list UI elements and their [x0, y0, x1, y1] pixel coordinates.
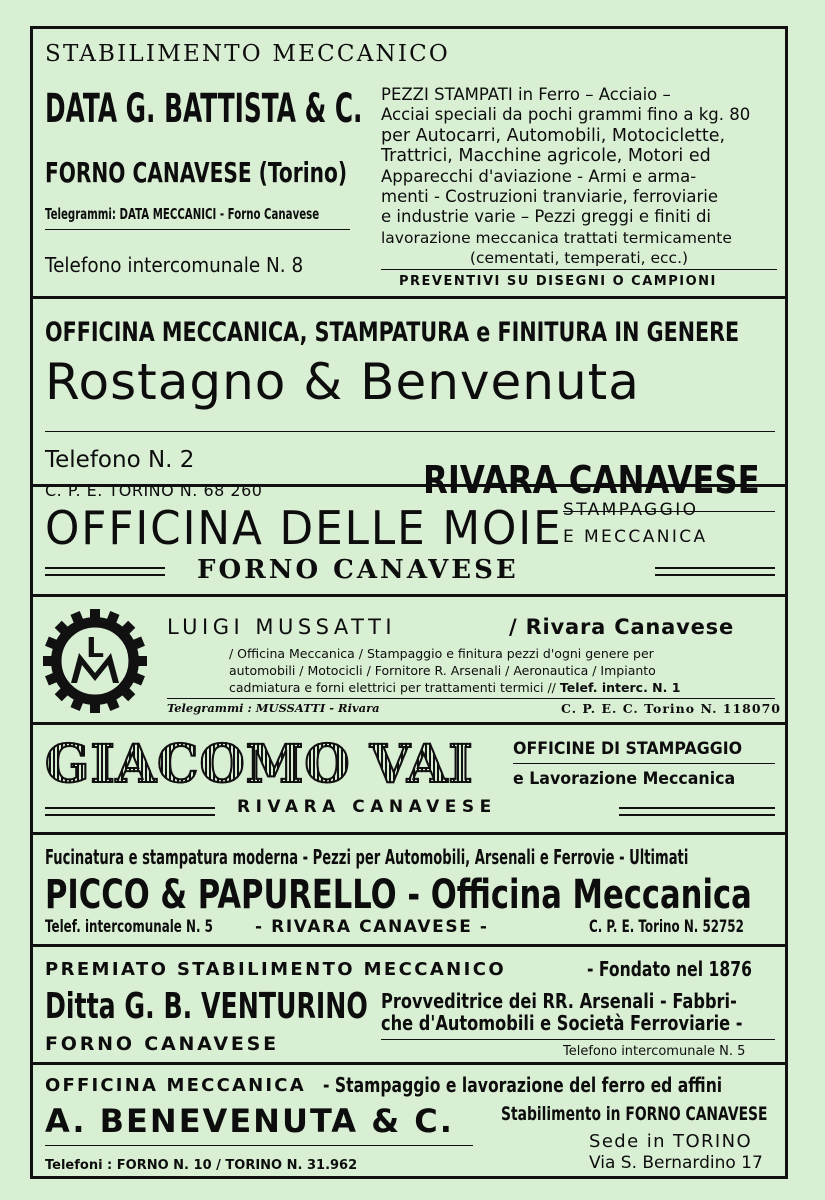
gear-logo-icon	[41, 607, 149, 715]
ad-venturino	[33, 947, 785, 1065]
company-name: LUIGI MUSSATTI	[167, 615, 397, 639]
double-rule-right	[619, 807, 775, 816]
advertisement-page	[30, 26, 788, 1179]
ad-header: OFFICINA MECCANICA	[45, 1075, 306, 1096]
desc-line: per Autocarri, Automobili, Motociclette,	[381, 125, 726, 146]
divider	[45, 229, 350, 230]
cpec-number: C. P. E. C. Torino N. 118070	[561, 701, 781, 716]
desc-line: PEZZI STAMPATI in Ferro – Acciaio –	[381, 85, 671, 104]
ad-header: Fucinatura e stampatura moderna - Pezzi per Automobili, Arsenali e Ferrovie - Ultimati	[45, 845, 689, 869]
phone: Telefono intercomunale N. 8	[45, 253, 304, 277]
ad-header: OFFICINA MECCANICA, STAMPATURA e FINITURA IN GENERE	[45, 317, 740, 348]
ad-rostagno-benvenuta	[33, 299, 785, 502]
gear-tooth	[43, 656, 57, 666]
telegrams: Telegrammi: DATA MECCANICI - Forno Canavese	[45, 205, 320, 223]
phone: Telef. interc. N. 1	[559, 680, 681, 695]
cpe-number: C. P. E. Torino N. 52752	[589, 917, 744, 937]
plant: Stabilimento in FORNO CANAVESE	[501, 1103, 768, 1125]
ad-officina-delle-moie	[33, 487, 785, 597]
city: FORNO CANAVESE	[197, 555, 519, 585]
city: / Rivara Canavese	[509, 615, 735, 639]
founded: - Fondato nel 1876	[587, 957, 752, 981]
cpe-number: C. P. E. TORINO N. 68 260	[45, 481, 263, 500]
phone: Telef. intercomunale N. 5	[45, 917, 213, 937]
company-name: Ditta G. B. VENTURINO	[45, 986, 368, 1027]
double-rule-left	[45, 807, 215, 816]
city: RIVARA CANAVESE	[237, 797, 497, 817]
divider	[45, 431, 775, 432]
divider	[381, 269, 777, 270]
city: - RIVARA CANAVESE -	[255, 917, 489, 937]
company-name: OFFICINA DELLE MOIE	[45, 501, 563, 555]
divider	[381, 1039, 775, 1040]
description-block	[229, 645, 777, 696]
phone: Telefono N. 2	[45, 447, 195, 473]
ad-header-2: - Stampaggio e lavorazione del ferro ed affini	[323, 1073, 723, 1097]
tagline-1: STAMPAGGIO	[563, 500, 699, 520]
ad-giacomo-vai	[33, 725, 785, 835]
company-name: Rostagno & Benvenuta	[45, 353, 640, 411]
tagline-2: e Lavorazione Meccanica	[513, 769, 736, 789]
svg-text:L: L	[86, 631, 104, 664]
desc-line: Provveditrice dei RR. Arsenali - Fabbri-	[381, 989, 737, 1013]
desc-line: / Officina Meccanica / Stampaggio e finitura pezzi d'ogni genere per	[229, 646, 654, 661]
desc-line: cadmiatura e forni elettrici per trattamenti termici //	[229, 680, 556, 695]
desc-line: Apparecchi d'aviazione - Armi e arma-	[381, 166, 697, 186]
ad-header: PREMIATO STABILIMENTO MECCANICO	[45, 959, 507, 980]
desc-line: Acciai speciali da pochi grammi fino a kg. 80	[381, 105, 751, 125]
desc-line: automobili / Motocicli / Fornitore R. Arsenali / Aeronautica / Impianto	[229, 663, 656, 678]
company-name: PICCO & PAPURELLO - Officina Meccanica	[45, 872, 752, 918]
desc-line: lavorazione meccanica trattati termicamente	[381, 228, 732, 247]
address: Via S. Bernardino 17	[589, 1153, 763, 1173]
city: RIVARA CANAVESE	[423, 458, 760, 502]
tagline-1: OFFICINE DI STAMPAGGIO	[513, 739, 743, 759]
ad-luigi-mussatti	[33, 597, 785, 725]
desc-line: (cementati, temperati, ecc.)	[469, 249, 689, 268]
desc-line: e industrie varie – Pezzi greggi e finiti di	[381, 207, 712, 227]
company-name: A. BENEVENUTA & C.	[45, 1102, 454, 1140]
ad-header: STABILIMENTO MECCANICO	[45, 41, 450, 67]
company-name: DATA G. BATTISTA & C.	[45, 86, 363, 132]
city: FORNO CANAVESE (Torino)	[45, 156, 348, 189]
desc-line-last	[229, 679, 777, 696]
gear-tooth	[90, 609, 100, 623]
gear-tooth	[90, 699, 100, 713]
double-rule-right	[655, 567, 775, 576]
gear-tooth	[133, 656, 147, 666]
ad-picco-papurello	[33, 835, 785, 947]
tagline-2: E MECCANICA	[563, 527, 708, 547]
ad-benevenuta	[33, 1065, 785, 1179]
phones: Telefoni : FORNO N. 10 / TORINO N. 31.962	[45, 1158, 358, 1173]
desc-line: Trattrici, Macchine agricole, Motori ed	[381, 146, 711, 167]
telegrams: Telegrammi : MUSSATTI - Rivara	[167, 701, 380, 715]
ad-data-battista	[33, 29, 785, 299]
phone: Telefono intercomunale N. 5	[563, 1044, 746, 1059]
divider	[513, 763, 775, 764]
double-rule-left	[45, 567, 165, 576]
company-name: GIACOMO VAI	[45, 734, 474, 795]
divider	[45, 1145, 473, 1146]
divider	[167, 698, 775, 699]
description-block	[381, 85, 777, 269]
desc-line: che d'Automobili e Società Ferroviarie -	[381, 1011, 743, 1035]
ad-footer: PREVENTIVI SU DISEGNI O CAMPIONI	[399, 274, 717, 289]
city: FORNO CANAVESE	[45, 1033, 279, 1055]
seat: Sede in TORINO	[589, 1131, 753, 1152]
desc-line: menti - Costruzioni tranviarie, ferroviarie	[381, 187, 718, 207]
